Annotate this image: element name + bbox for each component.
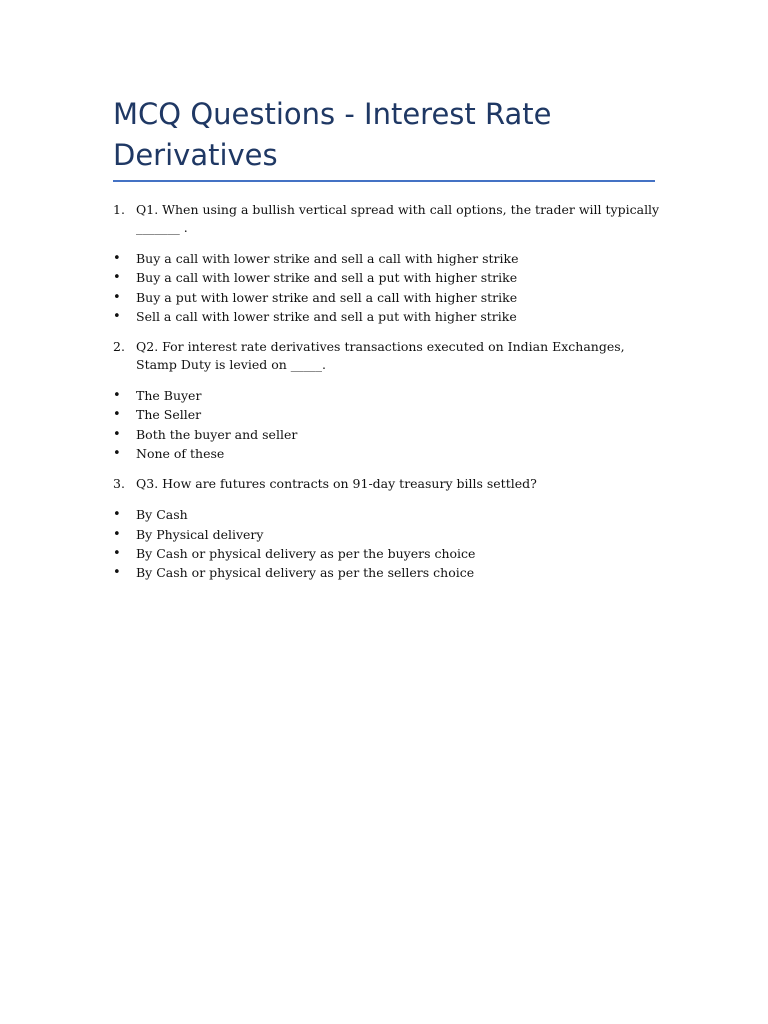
question-3-options [113,505,663,582]
question-2-options [113,386,663,463]
question-2 [113,338,663,374]
option-item [113,444,663,463]
option-text: By Cash or physical delivery as per the sellers choice [136,565,475,581]
option-text: Buy a call with lower strike and sell a put with higher strike [136,270,518,286]
question-number: 3. [113,476,125,492]
option-item [113,386,663,405]
title-underline [113,180,655,182]
option-item [113,563,663,582]
question-text: Q1. When using a bullish vertical spread with call options, the trader will typically _______ . [136,202,660,235]
bullet-icon: • [113,565,121,581]
question-1-options [113,249,663,326]
option-item [113,268,663,287]
option-item [113,249,663,268]
option-text: The Buyer [136,388,202,404]
option-item [113,505,663,524]
document-title: MCQ Questions - Interest Rate Derivatives [113,97,552,172]
option-text: The Seller [136,407,202,423]
bullet-icon: • [113,289,121,305]
question-list [113,201,663,595]
option-text: Both the buyer and seller [136,426,298,442]
question-3 [113,475,663,493]
question-text: Q3. How are futures contracts on 91-day treasury bills settled? [136,476,537,492]
option-item [113,307,663,326]
bullet-icon: • [113,308,121,324]
option-item [113,425,663,444]
option-item [113,405,663,424]
bullet-icon: • [113,446,121,462]
option-text: By Physical delivery [136,526,264,542]
option-text: None of these [136,446,225,462]
bullet-icon: • [113,526,121,542]
bullet-icon: • [113,388,121,404]
option-text: By Cash or physical delivery as per the buyers choice [136,545,476,561]
option-item [113,525,663,544]
bullet-icon: • [113,251,121,266]
option-text: By Cash [136,507,188,523]
option-item [113,544,663,563]
question-number: 2. [113,339,125,355]
option-text: Buy a put with lower strike and sell a call with higher strike [136,289,518,305]
bullet-icon: • [113,270,121,286]
bullet-icon: • [113,426,121,442]
option-text: Sell a call with lower strike and sell a put with higher strike [136,308,517,324]
bullet-icon: • [113,507,121,523]
option-text: Buy a call with lower strike and sell a call with higher strike [136,251,519,266]
question-number: 1. [113,202,125,217]
option-item [113,288,663,307]
question-text: Q2. For interest rate derivatives transactions executed on Indian Exchanges, Stamp Duty is levied on _____. [136,339,625,373]
bullet-icon: • [113,545,121,561]
question-1 [113,201,663,237]
bullet-icon: • [113,407,121,423]
